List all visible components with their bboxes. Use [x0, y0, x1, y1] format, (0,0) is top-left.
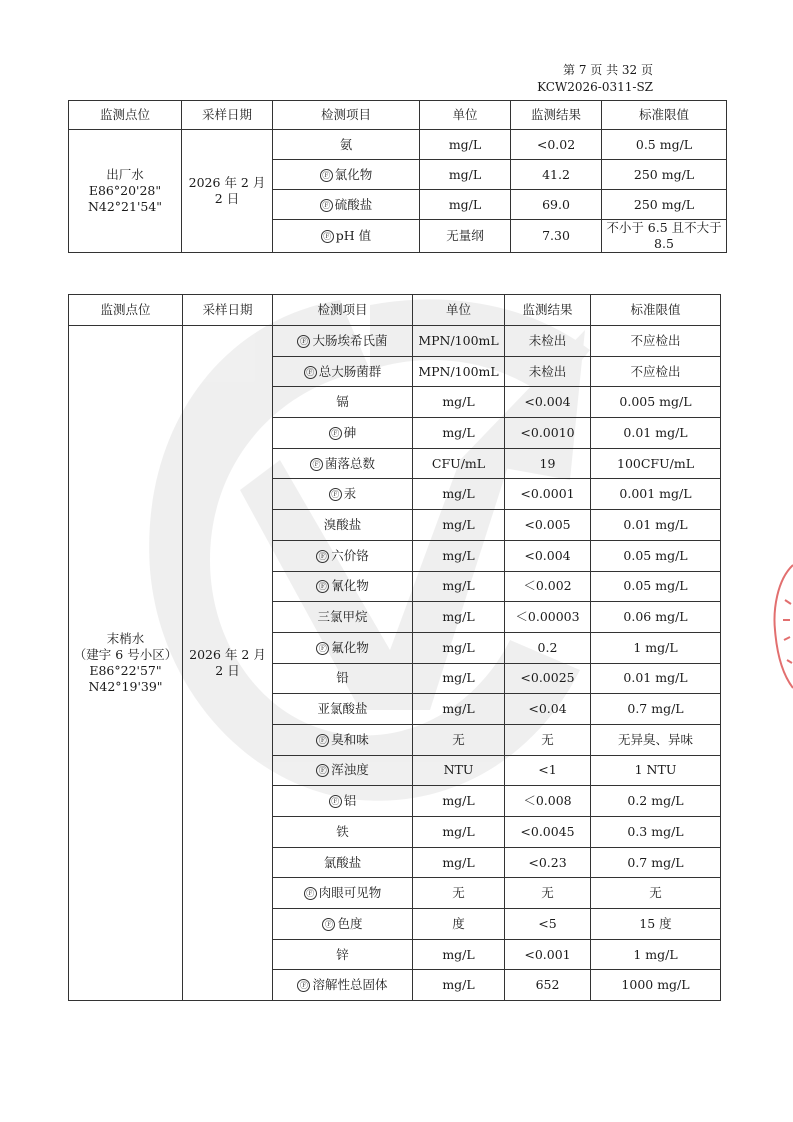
cma-mark-icon: Ⓕ — [304, 887, 317, 900]
cma-mark-icon: Ⓕ — [310, 458, 323, 471]
unit-cell: mg/L — [420, 160, 511, 190]
cma-mark-icon: Ⓕ — [304, 366, 317, 379]
header-result: 监测结果 — [505, 295, 591, 326]
item-name: 菌落总数 — [324, 455, 375, 471]
date-line2: 2 日 — [214, 191, 240, 206]
unit-cell: mg/L — [413, 387, 505, 418]
item-cell — [273, 387, 413, 418]
site-longitude: E86°20'28" — [88, 183, 162, 198]
date-line2: 2 日 — [215, 663, 240, 679]
unit-cell: CFU/mL — [413, 448, 505, 479]
cma-mark-icon: Ⓕ — [329, 795, 342, 808]
item-name: 大肠埃希氏菌 — [312, 332, 388, 348]
site-latitude: N42°19'39" — [88, 679, 163, 695]
limit-cell: 0.001 mg/L — [591, 479, 721, 510]
item-cell — [273, 694, 413, 725]
unit-cell: MPN/100mL — [413, 326, 505, 357]
limit-cell: 250 mg/L — [602, 160, 727, 190]
item-cell — [273, 786, 413, 817]
header-date: 采样日期 — [183, 295, 273, 326]
result-cell: ＜0.002 — [505, 571, 591, 602]
item-cell — [273, 847, 413, 878]
limit-cell: 15 度 — [591, 909, 721, 940]
result-cell: <0.02 — [511, 130, 602, 160]
item-cell — [273, 326, 413, 357]
result-cell: <0.04 — [505, 694, 591, 725]
item-cell — [273, 510, 413, 541]
unit-cell: mg/L — [413, 418, 505, 449]
limit-cell: 无 — [591, 878, 721, 909]
header-result: 监测结果 — [511, 101, 602, 130]
unit-cell: mg/L — [413, 786, 505, 817]
result-cell: 无 — [505, 724, 591, 755]
cma-mark-icon: Ⓕ — [321, 230, 334, 243]
result-cell: <0.0045 — [505, 817, 591, 848]
cma-mark-icon: Ⓕ — [316, 580, 329, 593]
unit-cell: mg/L — [413, 663, 505, 694]
table-header-row — [69, 101, 727, 130]
limit-cell: 不应检出 — [591, 326, 721, 357]
cma-mark-icon: Ⓕ — [316, 550, 329, 563]
unit-cell: mg/L — [420, 190, 511, 220]
date-line1: 2026 年 2 月 — [188, 175, 266, 190]
item-name: 溴酸盐 — [323, 516, 362, 532]
result-cell: 69.0 — [511, 190, 602, 220]
result-cell: 7.30 — [511, 220, 602, 253]
item-cell — [273, 540, 413, 571]
site-latitude: N42°21'54" — [87, 199, 163, 214]
unit-cell: 无 — [413, 878, 505, 909]
item-cell — [273, 418, 413, 449]
cma-mark-icon: Ⓕ — [316, 734, 329, 747]
limit-cell: 250 mg/L — [602, 190, 727, 220]
cma-mark-icon: Ⓕ — [316, 642, 329, 655]
item-name: 总大肠菌群 — [318, 363, 382, 379]
unit-cell: mg/L — [413, 817, 505, 848]
result-cell: 41.2 — [511, 160, 602, 190]
item-name: 肉眼可见物 — [318, 885, 382, 901]
result-cell: <5 — [505, 909, 591, 940]
cma-mark-icon: Ⓕ — [329, 488, 342, 501]
table-header-row — [69, 295, 721, 326]
unit-cell: mg/L — [413, 939, 505, 970]
site-cell — [69, 130, 182, 253]
header-limit: 标准限值 — [591, 295, 721, 326]
table-row — [69, 326, 721, 357]
limit-cell: 0.01 mg/L — [591, 510, 721, 541]
site-subname: （建宇 6 号小区） — [73, 647, 178, 663]
item-cell — [273, 356, 413, 387]
report-code: KCW2026-0311-SZ — [537, 80, 653, 94]
site-longitude: E86°22'57" — [89, 663, 162, 679]
item-name: 浑浊度 — [331, 762, 369, 778]
item-name: 氯酸盐 — [323, 854, 362, 870]
item-cell — [273, 970, 413, 1001]
result-cell: 未检出 — [505, 326, 591, 357]
item-name: 汞 — [343, 486, 357, 502]
date-line1: 2026 年 2 月 — [189, 647, 266, 663]
item-cell — [273, 909, 413, 940]
result-cell: 无 — [505, 878, 591, 909]
item-name: 氯化物 — [334, 166, 373, 182]
item-cell — [273, 724, 413, 755]
limit-cell: 不应检出 — [591, 356, 721, 387]
item-name: 镉 — [336, 394, 349, 410]
limit-cell: 1 mg/L — [591, 939, 721, 970]
limit-cell: 1 NTU — [591, 755, 721, 786]
unit-cell: 无量纲 — [420, 220, 511, 253]
unit-cell: mg/L — [413, 540, 505, 571]
header-date: 采样日期 — [182, 101, 273, 130]
item-name: 六价铬 — [331, 547, 369, 563]
item-name: 硫酸盐 — [334, 196, 373, 212]
table-row — [69, 130, 727, 160]
item-name: 三氯甲烷 — [317, 609, 368, 625]
item-cell — [273, 160, 420, 190]
header-limit: 标准限值 — [602, 101, 727, 130]
header-item: 检测项目 — [273, 101, 420, 130]
result-cell: ＜0.008 — [505, 786, 591, 817]
unit-cell: 度 — [413, 909, 505, 940]
result-cell: <0.23 — [505, 847, 591, 878]
item-name: 铝 — [343, 793, 357, 809]
item-name: 锌 — [336, 946, 349, 962]
item-cell — [273, 479, 413, 510]
item-cell — [273, 220, 420, 253]
unit-cell: mg/L — [413, 479, 505, 510]
limit-cell: 0.3 mg/L — [591, 817, 721, 848]
unit-cell: NTU — [413, 755, 505, 786]
limit-cell: 0.05 mg/L — [591, 540, 721, 571]
result-cell: <0.004 — [505, 540, 591, 571]
item-cell — [273, 448, 413, 479]
red-stamp-icon — [769, 560, 793, 690]
limit-cell: 0.5 mg/L — [602, 130, 727, 160]
item-name: 色度 — [337, 915, 363, 931]
limit-cell: 1000 mg/L — [591, 970, 721, 1001]
result-cell: <0.001 — [505, 939, 591, 970]
result-cell: 未检出 — [505, 356, 591, 387]
cma-mark-icon: Ⓕ — [316, 764, 329, 777]
item-name: 氰化物 — [331, 578, 369, 594]
cma-mark-icon: Ⓕ — [320, 199, 333, 212]
unit-cell: mg/L — [413, 602, 505, 633]
header-unit: 单位 — [420, 101, 511, 130]
cma-mark-icon: Ⓕ — [322, 918, 335, 931]
page-header — [537, 62, 653, 96]
limit-cell: 0.06 mg/L — [591, 602, 721, 633]
limit-cell: 0.7 mg/L — [591, 847, 721, 878]
unit-cell: mg/L — [413, 632, 505, 663]
limit-cell: 100CFU/mL — [591, 448, 721, 479]
limit-cell: 0.005 mg/L — [591, 387, 721, 418]
date-cell — [182, 130, 273, 253]
item-name: 氨 — [339, 136, 353, 152]
item-name: 氟化物 — [331, 639, 369, 655]
item-cell — [273, 817, 413, 848]
unit-cell: mg/L — [413, 970, 505, 1001]
limit-cell: 1 mg/L — [591, 632, 721, 663]
item-cell — [273, 878, 413, 909]
item-name: 臭和味 — [331, 731, 369, 747]
result-cell: 19 — [505, 448, 591, 479]
limit-cell: 0.7 mg/L — [591, 694, 721, 725]
item-cell — [273, 663, 413, 694]
item-name: pH 值 — [335, 228, 372, 243]
item-name: 溶解性总固体 — [312, 977, 388, 993]
date-cell — [183, 326, 273, 1001]
item-name: 铁 — [336, 823, 349, 839]
item-name: 亚氯酸盐 — [317, 701, 368, 717]
cma-mark-icon: Ⓕ — [329, 427, 342, 440]
page-number: 第 7 页 共 32 页 — [563, 63, 653, 77]
results-table-tap-water — [68, 294, 721, 1001]
result-cell: <0.0010 — [505, 418, 591, 449]
result-cell: ＜0.00003 — [505, 602, 591, 633]
item-cell — [273, 571, 413, 602]
site-name: 末梢水 — [106, 631, 145, 647]
item-cell — [273, 130, 420, 160]
result-cell: <0.005 — [505, 510, 591, 541]
unit-cell: 无 — [413, 724, 505, 755]
results-table-factory-water — [68, 100, 727, 253]
item-name: 砷 — [343, 424, 357, 440]
result-cell: 652 — [505, 970, 591, 1001]
limit-cell: 不小于 6.5 且不大于 8.5 — [602, 220, 727, 253]
item-cell — [273, 602, 413, 633]
site-cell — [69, 326, 183, 1001]
cma-mark-icon: Ⓕ — [320, 169, 333, 182]
result-cell: <1 — [505, 755, 591, 786]
result-cell: <0.004 — [505, 387, 591, 418]
limit-cell: 0.01 mg/L — [591, 418, 721, 449]
limit-cell: 0.05 mg/L — [591, 571, 721, 602]
cma-mark-icon: Ⓕ — [297, 335, 310, 348]
item-name: 铅 — [336, 670, 349, 686]
limit-cell: 0.2 mg/L — [591, 786, 721, 817]
result-cell: <0.0001 — [505, 479, 591, 510]
cma-mark-icon: Ⓕ — [297, 979, 310, 992]
header-unit: 单位 — [413, 295, 505, 326]
site-name: 出厂水 — [106, 167, 144, 182]
unit-cell: mg/L — [413, 571, 505, 602]
header-site: 监测点位 — [69, 101, 182, 130]
item-cell — [273, 190, 420, 220]
unit-cell: MPN/100mL — [413, 356, 505, 387]
unit-cell: mg/L — [413, 847, 505, 878]
unit-cell: mg/L — [413, 694, 505, 725]
result-cell: <0.0025 — [505, 663, 591, 694]
unit-cell: mg/L — [420, 130, 511, 160]
item-cell — [273, 755, 413, 786]
limit-cell: 0.01 mg/L — [591, 663, 721, 694]
result-cell: 0.2 — [505, 632, 591, 663]
limit-cell: 无异臭、异味 — [591, 724, 721, 755]
item-cell — [273, 632, 413, 663]
item-cell — [273, 939, 413, 970]
header-site: 监测点位 — [69, 295, 183, 326]
unit-cell: mg/L — [413, 510, 505, 541]
header-item: 检测项目 — [273, 295, 413, 326]
